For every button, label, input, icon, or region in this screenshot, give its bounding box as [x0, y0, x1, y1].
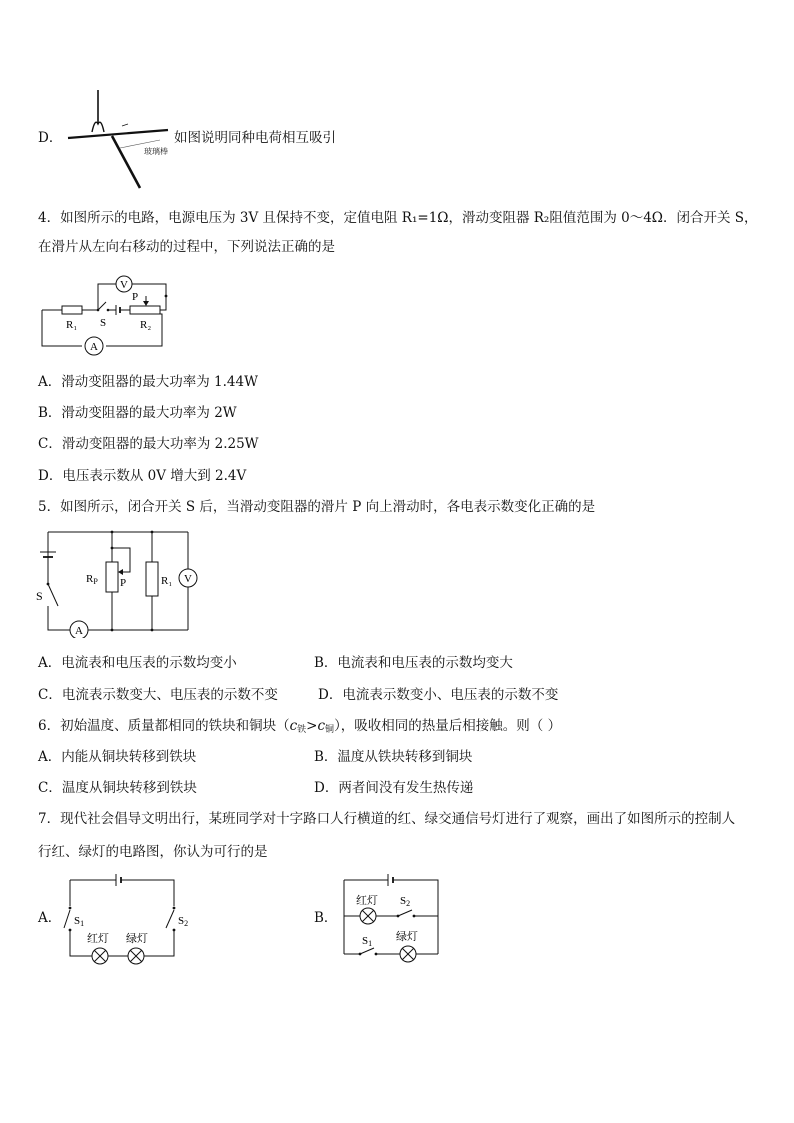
- q6-option-a: A．内能从铜块转移到铁块: [38, 749, 197, 765]
- q5-voltmeter-label: V: [184, 573, 192, 585]
- q7-circuit-a: [56, 870, 196, 970]
- q4-r2-label: R₂: [140, 319, 152, 331]
- glass-rod-label: 玻璃棒: [144, 147, 168, 156]
- q7b-s1-label: S1: [362, 935, 373, 948]
- q6-c-iron-sub: 铁: [297, 725, 307, 735]
- q7-stem-line2: 行红、绿灯的电路图，你认为可行的是: [38, 844, 268, 860]
- q4-ammeter-label: A: [90, 341, 98, 353]
- q4-circuit-diagram: [36, 270, 171, 365]
- q7-option-b-label: B．: [314, 910, 338, 926]
- q5-r1-label: R₁: [161, 575, 173, 587]
- q5-option-d: D．电流表示数变小、电压表的示数不变: [318, 687, 559, 703]
- q7-circuit-b: [336, 866, 446, 970]
- q5-option-a: A．电流表和电压表的示数均变小: [38, 655, 237, 671]
- q5-option-c: C．电流表示数变大、电压表的示数不变: [38, 687, 278, 703]
- q4-option-b: B．滑动变阻器的最大功率为 2W: [38, 405, 237, 421]
- q4-option-c: C．滑动变阻器的最大功率为 2.25W: [38, 436, 259, 452]
- q6-stem-b: ），吸收相同的热量后相接触。则（ ）: [334, 718, 562, 734]
- q6-c-copper-sub: 铜: [325, 725, 335, 735]
- q7-option-a-label: A．: [38, 910, 62, 926]
- q7-stem-line1: 7．现代社会倡导文明出行，某班同学对十字路口人行横道的红、绿交通信号灯进行了观察，画出了如图所示的控制人: [38, 811, 736, 827]
- q4-s-label: S: [100, 317, 107, 329]
- q6-option-c: C．温度从铜块转移到铁块: [38, 780, 197, 796]
- q7a-s1-label: S1: [74, 915, 85, 928]
- q7a-red-label: 红灯: [87, 932, 109, 945]
- q5-stem: 5．如图所示，闭合开关 S 后，当滑动变阻器的滑片 P 向上滑动时，各电表示数变化正确的是: [38, 499, 596, 515]
- q4-r1-label: R₁: [66, 319, 78, 331]
- q6-option-b: B．温度从铁块转移到铜块: [314, 749, 473, 765]
- q6-stem: [38, 716, 561, 740]
- q3-option-d-text: 如图说明同种电荷相互吸引: [174, 130, 336, 146]
- q6-c-copper: c: [317, 718, 326, 734]
- q5-circuit-diagram: [34, 526, 214, 638]
- q6-option-d: D．两者间没有发生热传递: [314, 780, 474, 796]
- q7b-s2-label: S2: [400, 895, 411, 908]
- q4-voltmeter-label: V: [120, 279, 128, 291]
- q6-gt: >: [306, 718, 318, 734]
- q5-s-label: S: [36, 589, 43, 603]
- q7b-green-label: 绿灯: [396, 930, 418, 943]
- q5-p-label: P: [120, 577, 127, 589]
- q4-stem-line2: 在滑片从左向右移动的过程中，下列说法正确的是: [38, 239, 335, 255]
- q4-p-label: P: [132, 291, 139, 303]
- q6-c-iron: c: [289, 718, 298, 734]
- q5-rp-label: RP: [86, 573, 98, 586]
- charged-rod-figure: [64, 88, 174, 193]
- q7b-red-label: 红灯: [356, 894, 378, 907]
- q4-option-a: A．滑动变阻器的最大功率为 1.44W: [38, 374, 258, 390]
- q5-option-b: B．电流表和电压表的示数均变大: [314, 655, 513, 671]
- q3-option-d-label: D．: [38, 130, 63, 146]
- q6-stem-a: 6．初始温度、质量都相同的铁块和铜块（: [38, 718, 290, 734]
- q4-option-d: D．电压表示数从 0V 增大到 2.4V: [38, 468, 247, 484]
- q7a-green-label: 绿灯: [126, 932, 148, 945]
- q5-ammeter-label: A: [75, 625, 83, 637]
- q7a-s2-label: S2: [178, 915, 189, 928]
- q4-stem-line1: 4．如图所示的电路，电源电压为 3V 且保持不变，定值电阻 R₁=1Ω，滑动变阻器 R₂阻值范围为 0～4Ω．闭合开关 S，: [38, 210, 758, 226]
